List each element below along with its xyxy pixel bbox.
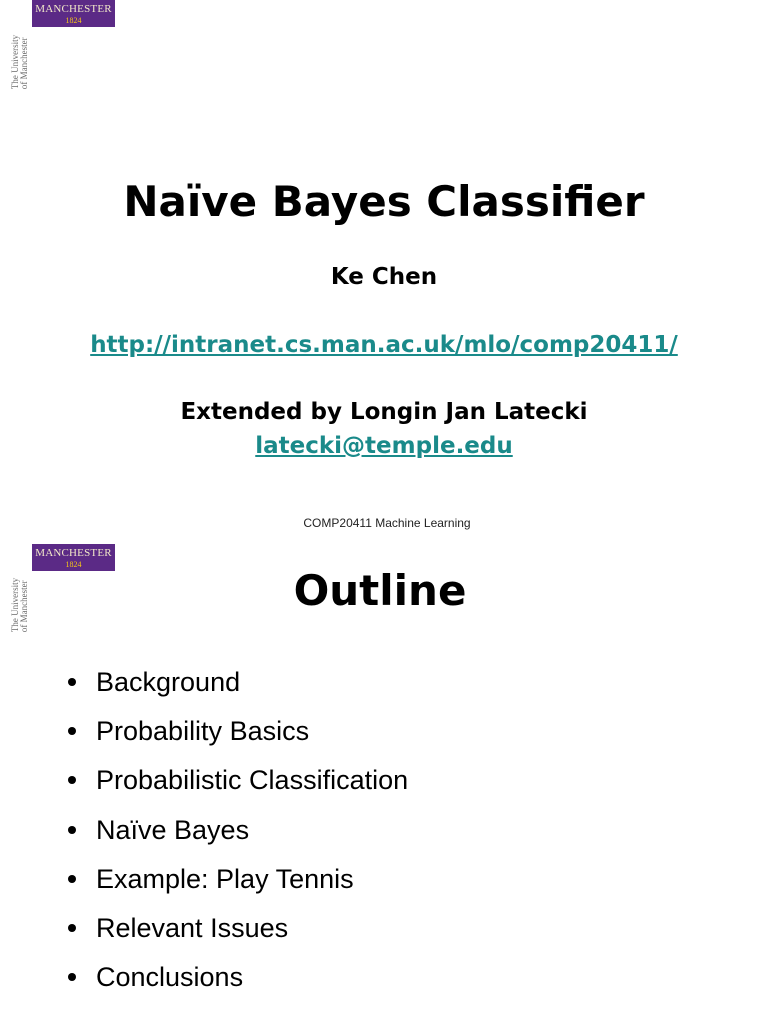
list-item (66, 711, 408, 760)
logo-name: MANCHESTER (35, 547, 112, 559)
list-item (66, 908, 408, 957)
university-label-line-2: of Manchester (19, 37, 29, 90)
author-name: Ke Chen (330, 264, 438, 290)
list-item (66, 760, 408, 809)
manchester-logo (32, 0, 115, 27)
list-item (66, 859, 408, 908)
bullet-icon (68, 973, 76, 981)
list-item (66, 810, 408, 859)
list-item-label: Background (96, 667, 241, 697)
email-link[interactable]: latecki@temple.edu (255, 433, 513, 459)
logo-name: MANCHESTER (35, 3, 112, 15)
list-item-label: Relevant Issues (96, 912, 289, 943)
university-label (9, 26, 31, 98)
university-label-line-1: The University (10, 577, 20, 633)
list-item-label: Probability Basics (96, 716, 310, 747)
course-url-line (0, 330, 768, 360)
list-item-label: Probabilistic Classification (96, 765, 409, 796)
list-item-label: Example: Play Tennis (96, 863, 354, 894)
bullet-icon (68, 727, 76, 735)
bullet-icon (68, 826, 76, 834)
logo-year: 1824 (65, 560, 82, 569)
university-label-line-1: The University (10, 34, 20, 90)
extended-by: Extended by Longin Jan Latecki (180, 399, 588, 425)
list-item-label: Conclusions (96, 962, 244, 993)
university-label-line-2: of Manchester (19, 580, 29, 633)
bullet-icon (68, 678, 76, 686)
bullet-icon (68, 776, 76, 784)
slide-footer: COMP20411 Machine Learning (303, 516, 471, 530)
outline-title: Outline (293, 566, 467, 615)
list-item (66, 662, 408, 711)
logo-year: 1824 (65, 16, 82, 25)
course-url-link[interactable]: http://intranet.cs.man.ac.uk/mlo/comp20411/ (90, 332, 678, 358)
email-line (0, 431, 768, 461)
bullet-icon (68, 875, 76, 883)
bullet-icon (68, 924, 76, 932)
list-item-label: Naïve Bayes (96, 814, 250, 845)
list-item (66, 957, 408, 1006)
slide-title: Naïve Bayes Classifier (123, 177, 645, 226)
outline-slide (0, 543, 768, 1024)
outline-list (66, 662, 408, 1006)
